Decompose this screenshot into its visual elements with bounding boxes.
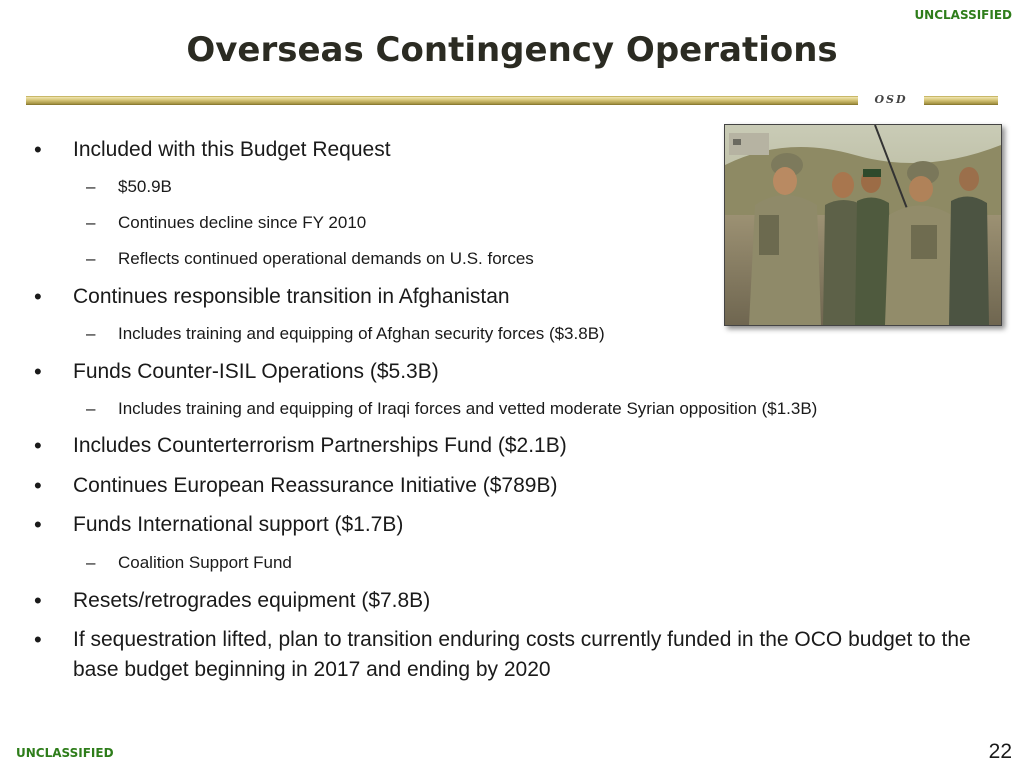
dash-marker: – [86, 213, 96, 232]
bullet-marker: • [34, 284, 42, 309]
bullet-marker: • [34, 433, 42, 458]
bullet-marker: • [34, 627, 42, 652]
bullet-text: Continues European Reassurance Initiative ($789B) [73, 474, 558, 497]
bullet-text: Funds Counter-ISIL Operations ($5.3B) [73, 360, 439, 383]
sub-bullet-text: Continues decline since FY 2010 [118, 213, 367, 232]
dash-marker: – [86, 249, 96, 268]
bullet-marker: • [34, 137, 42, 162]
slide-title: Overseas Contingency Operations [186, 30, 838, 70]
classification-marking-bottom: UNCLASSIFIED [16, 746, 114, 760]
page-number: 22 [988, 740, 1012, 763]
bullet-marker: • [34, 473, 42, 498]
dash-marker: – [86, 324, 96, 343]
sub-bullet-text: Includes training and equipping of Iraqi forces and vetted moderate Syrian opposition ($1.3B) [118, 399, 818, 418]
sub-bullet-text: $50.9B [118, 177, 172, 196]
dash-marker: – [86, 177, 96, 196]
bullet-text: Continues responsible transition in Afghanistan [73, 285, 510, 308]
bullet-marker: • [34, 359, 42, 384]
bullet-text: Includes Counterterrorism Partnerships Fund ($2.1B) [73, 434, 567, 457]
dash-marker: – [86, 553, 96, 572]
sub-bullet-text: Includes training and equipping of Afghan security forces ($3.8B) [118, 324, 605, 343]
bullet-text: If sequestration lifted, plan to transition enduring costs currently funded in the OCO budget to the base budget beginning in 2017 and ending by 2020 [73, 628, 971, 681]
osd-mark: OSD [874, 93, 908, 106]
bullet-text: Included with this Budget Request [73, 138, 391, 161]
bullet-marker: • [34, 588, 42, 613]
dash-marker: – [86, 399, 96, 418]
sub-bullet-text: Reflects continued operational demands on U.S. forces [118, 249, 534, 268]
sub-bullet-text: Coalition Support Fund [118, 553, 292, 572]
bullet-text: Funds International support ($1.7B) [73, 513, 404, 536]
classification-marking-top: UNCLASSIFIED [914, 8, 1012, 22]
bullet-marker: • [34, 512, 42, 537]
bullet-text: Resets/retrogrades equipment ($7.8B) [73, 589, 431, 612]
